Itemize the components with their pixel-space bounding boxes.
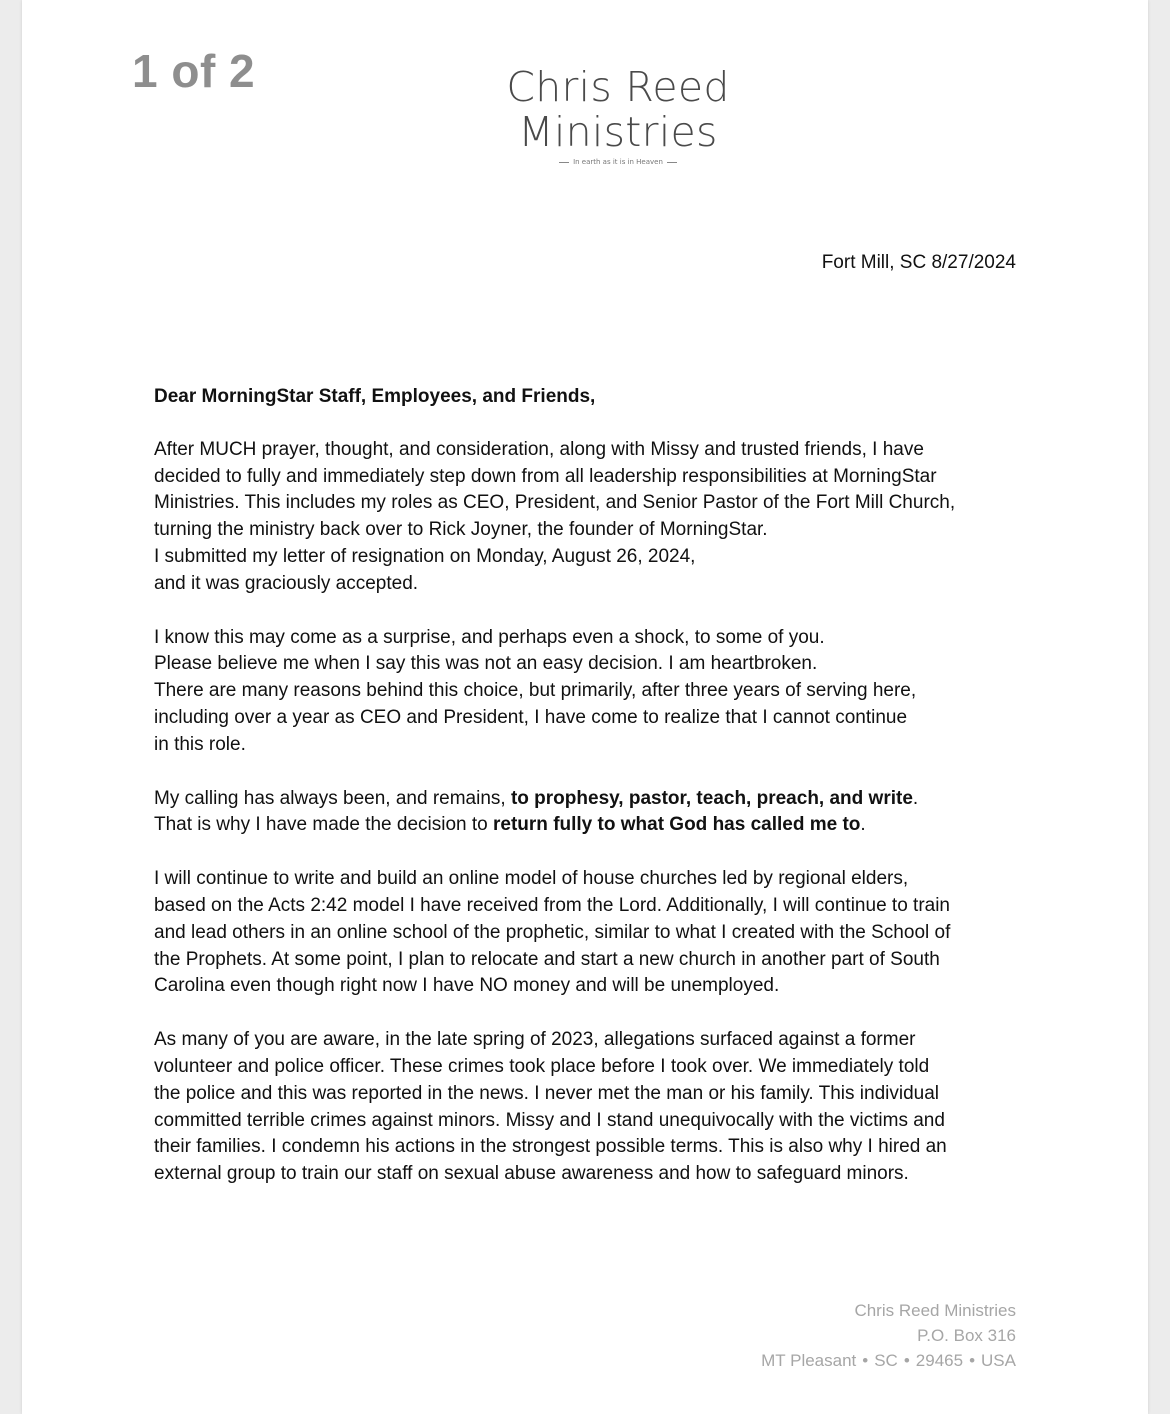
paragraph-4 — [154, 866, 1024, 1000]
paragraph-3 — [154, 786, 1024, 840]
text-run: My calling has always been, and remains, — [154, 787, 511, 809]
paragraph-line: the police and this was reported in the news. I never met the man or his family. This individual — [154, 1082, 940, 1104]
logo-tagline-row — [488, 158, 748, 166]
paragraph-line: I submitted my letter of resignation on Monday, August 26, 2024, — [154, 545, 696, 567]
footer-po-box: P.O. Box 316 — [917, 1326, 1016, 1345]
paragraph-2 — [154, 625, 1024, 759]
paragraph-line — [154, 786, 1024, 813]
salutation: Dear MorningStar Staff, Employees, and Friends, — [154, 386, 596, 407]
letter-page — [22, 0, 1148, 1414]
text-run: . — [860, 814, 866, 836]
paragraph-1 — [154, 437, 1024, 598]
date-line: Fort Mill, SC 8/27/2024 — [821, 252, 1016, 273]
paragraph-line: I will continue to write and build an online model of house churches led by regional elders, — [154, 868, 909, 890]
footer-separator: • — [969, 1351, 976, 1370]
paragraph-line: committed terrible crimes against minors. Missy and I stand unequivocally with the victims and — [154, 1109, 945, 1131]
footer-separator: • — [862, 1351, 869, 1370]
footer-country: USA — [981, 1351, 1016, 1370]
footer-org: Chris Reed Ministries — [854, 1301, 1016, 1320]
footer-city: MT Pleasant — [761, 1351, 857, 1370]
paragraph-line: After MUCH prayer, thought, and consideration, along with Missy and trusted friends, I have — [154, 438, 924, 460]
paragraph-line: Carolina even though right now I have NO money and will be unemployed. — [154, 975, 780, 997]
paragraph-line: in this role. — [154, 733, 246, 755]
bold-text: return fully to what God has called me to — [493, 814, 861, 836]
footer-address-line — [761, 1348, 1016, 1373]
tagline-rule-left — [559, 162, 569, 163]
paragraph-line: Ministries. This includes my roles as CEO, President, and Senior Pastor of the Fort Mill Church, — [154, 492, 956, 514]
letter-body — [154, 384, 1024, 1215]
text-run: . — [912, 787, 919, 809]
paragraph-line — [154, 812, 1024, 839]
paragraph-line: including over a year as CEO and President, I have come to realize that I cannot continue — [154, 706, 908, 728]
paragraph-line: external group to train our staff on sexual abuse awareness and how to safeguard minors. — [154, 1163, 909, 1185]
address-footer — [761, 1298, 1016, 1373]
tagline-rule-right — [667, 162, 677, 163]
ministry-logo — [488, 64, 748, 166]
logo-tagline: In earth as it is in Heaven — [573, 158, 663, 166]
footer-state: SC — [874, 1351, 898, 1370]
logo-line-1: Chris Reed — [506, 63, 730, 111]
paragraph-line: turning the ministry back over to Rick Joyner, the founder of MorningStar. — [154, 519, 768, 541]
paragraph-line: and lead others in an online school of the prophetic, similar to what I created with the School of — [154, 921, 951, 943]
paragraph-line: and it was graciously accepted. — [154, 572, 419, 594]
logo-line-2: Ministries — [518, 108, 718, 156]
bold-text: to prophesy, pastor, teach, preach, and write — [510, 787, 913, 809]
page-indicator: 1 of 2 — [132, 45, 256, 97]
paragraph-line: There are many reasons behind this choice, but primarily, after three years of serving here, — [154, 680, 917, 702]
paragraph-5 — [154, 1027, 1024, 1188]
paragraph-line: Please believe me when I say this was not an easy decision. I am heartbroken. — [154, 653, 818, 675]
paragraph-line: their families. I condemn his actions in the strongest possible terms. This is also why I hired an — [154, 1136, 947, 1158]
paragraph-line: As many of you are aware, in the late spring of 2023, allegations surfaced against a former — [154, 1029, 916, 1051]
paragraph-line: volunteer and police officer. These crimes took place before I took over. We immediately told — [154, 1055, 930, 1077]
footer-zip: 29465 — [915, 1351, 964, 1370]
paragraph-line: decided to fully and immediately step down from all leadership responsibilities at MorningStar — [154, 465, 937, 487]
footer-separator: • — [903, 1351, 910, 1370]
paragraph-line: I know this may come as a surprise, and perhaps even a shock, to some of you. — [154, 626, 825, 648]
paragraph-line: based on the Acts 2:42 model I have received from the Lord. Additionally, I will continue to train — [154, 894, 950, 916]
paragraph-line: the Prophets. At some point, I plan to relocate and start a new church in another part of South — [154, 948, 940, 970]
text-run: That is why I have made the decision to — [154, 814, 494, 836]
